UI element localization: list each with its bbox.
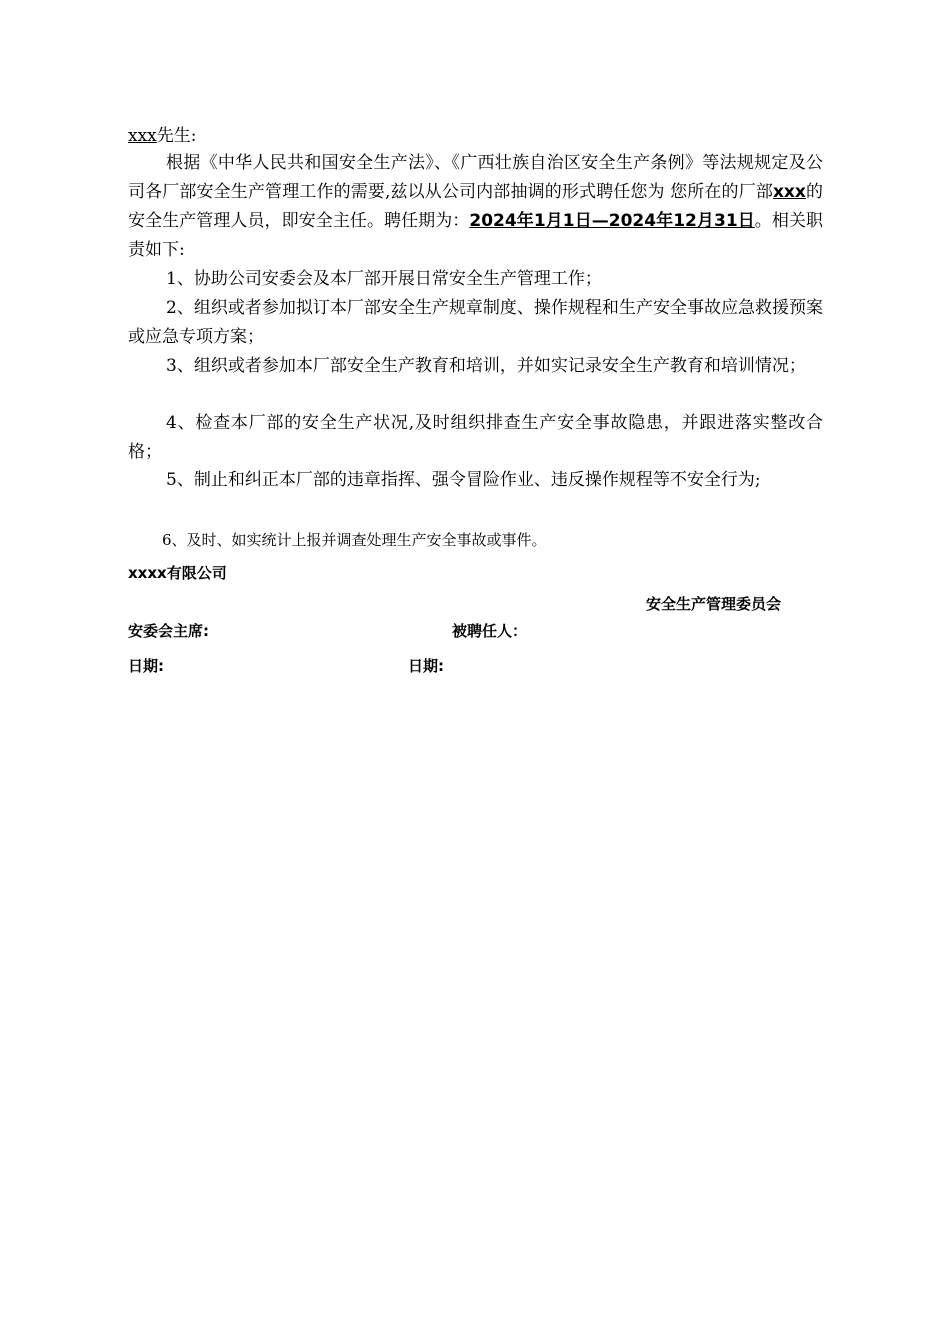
duty-item-4: 4、检查本厂部的安全生产状况,及时组织排查生产安全事故隐患，并跟进落实整改合格；	[128, 413, 823, 462]
department-name: xxx	[772, 182, 806, 202]
duty-item-3: 3、组织或者参加本厂部安全生产教育和培训，并如实记录安全生产教育和培训情况；	[166, 356, 806, 376]
committee-name: 安全生产管理委员会	[646, 595, 782, 613]
date-label-right: 日期:	[408, 657, 444, 675]
date-label-left: 日期:	[128, 657, 164, 675]
company-name: xxxx有限公司	[128, 564, 227, 582]
salutation-suffix: 先生:	[156, 126, 197, 146]
salutation-name: xxx	[128, 126, 157, 146]
salutation	[128, 122, 823, 150]
intro-paragraph: 根据《中华人民共和国安全生产法》、《广西壮族自治区安全生产条例》等法规规定及公司各厂部安全生产管理工作的需要,兹以从公司内部抽调的形式聘任您为 您所在的厂部xxx的安全生产管理人员，即安全主任。聘任期为：2024年1月1日—2024年12月31日。相关职责如下:	[128, 153, 824, 260]
chairman-label: 安委会主席:	[128, 622, 209, 640]
duty-item-5: 5、制止和纠正本厂部的违章指挥、强令冒险作业、违反操作规程等不安全行为;	[166, 470, 761, 490]
term-period: 2024年1月1日—2024年12月31日	[469, 211, 755, 231]
duty-item-1: 1、协助公司安委会及本厂部开展日常安全生产管理工作；	[166, 269, 602, 289]
duty-item-6: 6、及时、如实统计上报并调查处理生产安全事故或事件。	[162, 531, 547, 549]
appointee-label: 被聘任人：	[452, 622, 528, 640]
duty-item-2: 2、组织或者参加拟订本厂部安全生产规章制度、操作规程和生产安全事故应急救援预案或应急专项方案；	[128, 298, 823, 347]
